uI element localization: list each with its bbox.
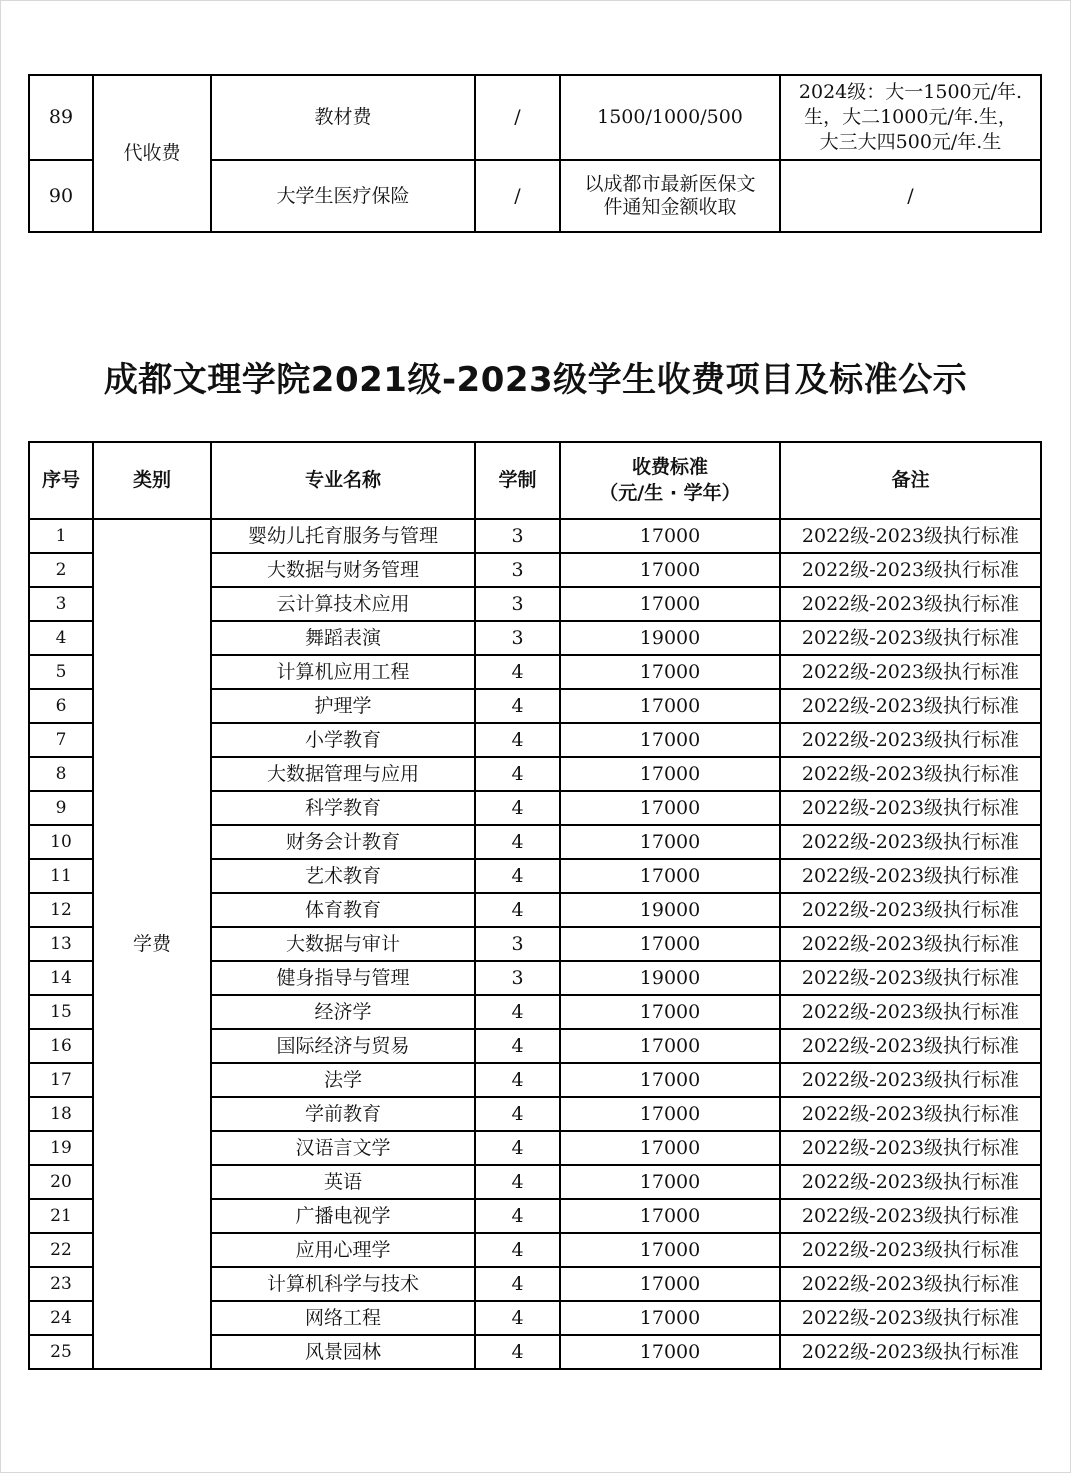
study-years: 4 [475, 1131, 560, 1165]
note-line: 生，大二1000元/年.生， [804, 106, 1017, 129]
major-name: 计算机科学与技术 [211, 1267, 475, 1301]
note-cell: 2022级-2023级执行标准 [780, 757, 1041, 791]
row-index: 9 [29, 791, 93, 825]
major-name: 财务会计教育 [211, 825, 475, 859]
row-index: 19 [29, 1131, 93, 1165]
major-name: 风景园林 [211, 1335, 475, 1369]
fee-value: 17000 [560, 791, 780, 825]
study-years: 4 [475, 1267, 560, 1301]
study-years: 4 [475, 893, 560, 927]
note-cell: 2022级-2023级执行标准 [780, 1199, 1041, 1233]
category-cell: 代收费 [93, 75, 211, 232]
major-name: 体育教育 [211, 893, 475, 927]
row-index: 1 [29, 519, 93, 553]
note-cell: 2022级-2023级执行标准 [780, 927, 1041, 961]
fee-value: 1500/1000/500 [560, 75, 780, 160]
fee-value: 17000 [560, 859, 780, 893]
fee-line: 以成都市最新医保文 [584, 173, 756, 196]
fee-value: 17000 [560, 1267, 780, 1301]
major-name: 婴幼儿托育服务与管理 [211, 519, 475, 553]
study-years: 4 [475, 859, 560, 893]
note-cell: 2022级-2023级执行标准 [780, 961, 1041, 995]
note-cell: 2022级-2023级执行标准 [780, 995, 1041, 1029]
fee-value: 19000 [560, 961, 780, 995]
major-name: 健身指导与管理 [211, 961, 475, 995]
study-years: 4 [475, 723, 560, 757]
header-note: 备注 [780, 442, 1041, 519]
row-index: 11 [29, 859, 93, 893]
major-name: 大数据与审计 [211, 927, 475, 961]
row-index: 25 [29, 1335, 93, 1369]
row-index: 12 [29, 893, 93, 927]
table-header-row [29, 442, 1041, 519]
study-years: 4 [475, 1097, 560, 1131]
header-fee-unit: （元/生 · 学年） [599, 481, 741, 504]
row-index: 20 [29, 1165, 93, 1199]
note-cell: 2022级-2023级执行标准 [780, 893, 1041, 927]
study-years: 4 [475, 791, 560, 825]
note-cell: 2022级-2023级执行标准 [780, 553, 1041, 587]
fee-table-body [29, 519, 1041, 1369]
row-index: 15 [29, 995, 93, 1029]
row-index: 16 [29, 1029, 93, 1063]
study-years: 4 [475, 825, 560, 859]
fee-value: 17000 [560, 689, 780, 723]
header-index: 序号 [29, 442, 93, 519]
row-index: 6 [29, 689, 93, 723]
fee-value: 17000 [560, 723, 780, 757]
note-cell: 2022级-2023级执行标准 [780, 1131, 1041, 1165]
study-years: 3 [475, 519, 560, 553]
fee-value: 17000 [560, 927, 780, 961]
study-years: 4 [475, 995, 560, 1029]
fee-value: 17000 [560, 587, 780, 621]
note-cell: 2022级-2023级执行标准 [780, 825, 1041, 859]
fee-value: 17000 [560, 757, 780, 791]
header-fee [560, 442, 780, 519]
study-years: 4 [475, 1199, 560, 1233]
fee-table-continued [28, 74, 1042, 233]
row-index: 24 [29, 1301, 93, 1335]
major-name: 经济学 [211, 995, 475, 1029]
header-years: 学制 [475, 442, 560, 519]
item-name: 教材费 [211, 75, 475, 160]
fee-table [28, 441, 1042, 1370]
study-years: 4 [475, 1165, 560, 1199]
fee-value: 17000 [560, 1199, 780, 1233]
fee-value: 17000 [560, 1233, 780, 1267]
major-name: 法学 [211, 1063, 475, 1097]
fee-value: 17000 [560, 1097, 780, 1131]
item-name: 大学生医疗保险 [211, 160, 475, 232]
note-cell: 2022级-2023级执行标准 [780, 519, 1041, 553]
fee-value: 17000 [560, 1063, 780, 1097]
study-years: 4 [475, 655, 560, 689]
study-years: 4 [475, 689, 560, 723]
note-cell: / [780, 160, 1041, 232]
major-name: 舞蹈表演 [211, 621, 475, 655]
row-index: 90 [29, 160, 93, 232]
note-cell: 2022级-2023级执行标准 [780, 1301, 1041, 1335]
note-cell [780, 75, 1041, 160]
note-cell: 2022级-2023级执行标准 [780, 1063, 1041, 1097]
fee-value: 17000 [560, 553, 780, 587]
row-index: 7 [29, 723, 93, 757]
note-cell: 2022级-2023级执行标准 [780, 655, 1041, 689]
major-name: 小学教育 [211, 723, 475, 757]
study-years: 3 [475, 621, 560, 655]
header-fee-title: 收费标准 [631, 455, 708, 478]
study-years: / [475, 75, 560, 160]
fee-value: 19000 [560, 893, 780, 927]
table-row [29, 519, 1041, 553]
row-index: 18 [29, 1097, 93, 1131]
major-name: 云计算技术应用 [211, 587, 475, 621]
fee-value: 17000 [560, 825, 780, 859]
study-years: 4 [475, 1335, 560, 1369]
fee-value: 17000 [560, 519, 780, 553]
note-cell: 2022级-2023级执行标准 [780, 1233, 1041, 1267]
note-cell: 2022级-2023级执行标准 [780, 587, 1041, 621]
row-index: 3 [29, 587, 93, 621]
major-name: 科学教育 [211, 791, 475, 825]
study-years: 4 [475, 1063, 560, 1097]
header-major: 专业名称 [211, 442, 475, 519]
note-cell: 2022级-2023级执行标准 [780, 1335, 1041, 1369]
note-cell: 2022级-2023级执行标准 [780, 1267, 1041, 1301]
row-index: 23 [29, 1267, 93, 1301]
major-name: 护理学 [211, 689, 475, 723]
study-years: / [475, 160, 560, 232]
note-line: 大三大四500元/年.生 [819, 130, 1002, 153]
study-years: 4 [475, 1029, 560, 1063]
fee-value: 19000 [560, 621, 780, 655]
row-index: 14 [29, 961, 93, 995]
major-name: 汉语言文学 [211, 1131, 475, 1165]
study-years: 3 [475, 587, 560, 621]
study-years: 4 [475, 1233, 560, 1267]
fee-value: 17000 [560, 1301, 780, 1335]
major-name: 广播电视学 [211, 1199, 475, 1233]
note-cell: 2022级-2023级执行标准 [780, 689, 1041, 723]
major-name: 网络工程 [211, 1301, 475, 1335]
note-cell: 2022级-2023级执行标准 [780, 621, 1041, 655]
note-cell: 2022级-2023级执行标准 [780, 1165, 1041, 1199]
row-index: 21 [29, 1199, 93, 1233]
row-index: 17 [29, 1063, 93, 1097]
major-name: 艺术教育 [211, 859, 475, 893]
fee-value: 17000 [560, 1335, 780, 1369]
row-index: 89 [29, 75, 93, 160]
note-cell: 2022级-2023级执行标准 [780, 791, 1041, 825]
row-index: 10 [29, 825, 93, 859]
study-years: 3 [475, 961, 560, 995]
fee-value: 17000 [560, 1165, 780, 1199]
study-years: 4 [475, 757, 560, 791]
row-index: 4 [29, 621, 93, 655]
row-index: 13 [29, 927, 93, 961]
fee-value: 17000 [560, 1029, 780, 1063]
study-years: 4 [475, 1301, 560, 1335]
fee-line: 件通知金额收取 [603, 196, 737, 218]
category-cell: 学费 [93, 519, 211, 1369]
fee-value: 17000 [560, 1131, 780, 1165]
major-name: 计算机应用工程 [211, 655, 475, 689]
note-cell: 2022级-2023级执行标准 [780, 1029, 1041, 1063]
major-name: 大数据与财务管理 [211, 553, 475, 587]
header-category: 类别 [93, 442, 211, 519]
major-name: 英语 [211, 1165, 475, 1199]
major-name: 学前教育 [211, 1097, 475, 1131]
note-cell: 2022级-2023级执行标准 [780, 1097, 1041, 1131]
note-line: 2024级：大一1500元/年. [798, 81, 1023, 104]
table-row [29, 75, 1041, 160]
row-index: 2 [29, 553, 93, 587]
fee-value: 17000 [560, 995, 780, 1029]
fee-value [560, 160, 780, 232]
row-index: 22 [29, 1233, 93, 1267]
row-index: 8 [29, 757, 93, 791]
note-cell: 2022级-2023级执行标准 [780, 859, 1041, 893]
major-name: 国际经济与贸易 [211, 1029, 475, 1063]
major-name: 大数据管理与应用 [211, 757, 475, 791]
page-title: 成都文理学院2021级-2023级学生收费项目及标准公示 [103, 360, 968, 400]
major-name: 应用心理学 [211, 1233, 475, 1267]
study-years: 3 [475, 553, 560, 587]
note-cell: 2022级-2023级执行标准 [780, 723, 1041, 757]
row-index: 5 [29, 655, 93, 689]
study-years: 3 [475, 927, 560, 961]
fee-value: 17000 [560, 655, 780, 689]
